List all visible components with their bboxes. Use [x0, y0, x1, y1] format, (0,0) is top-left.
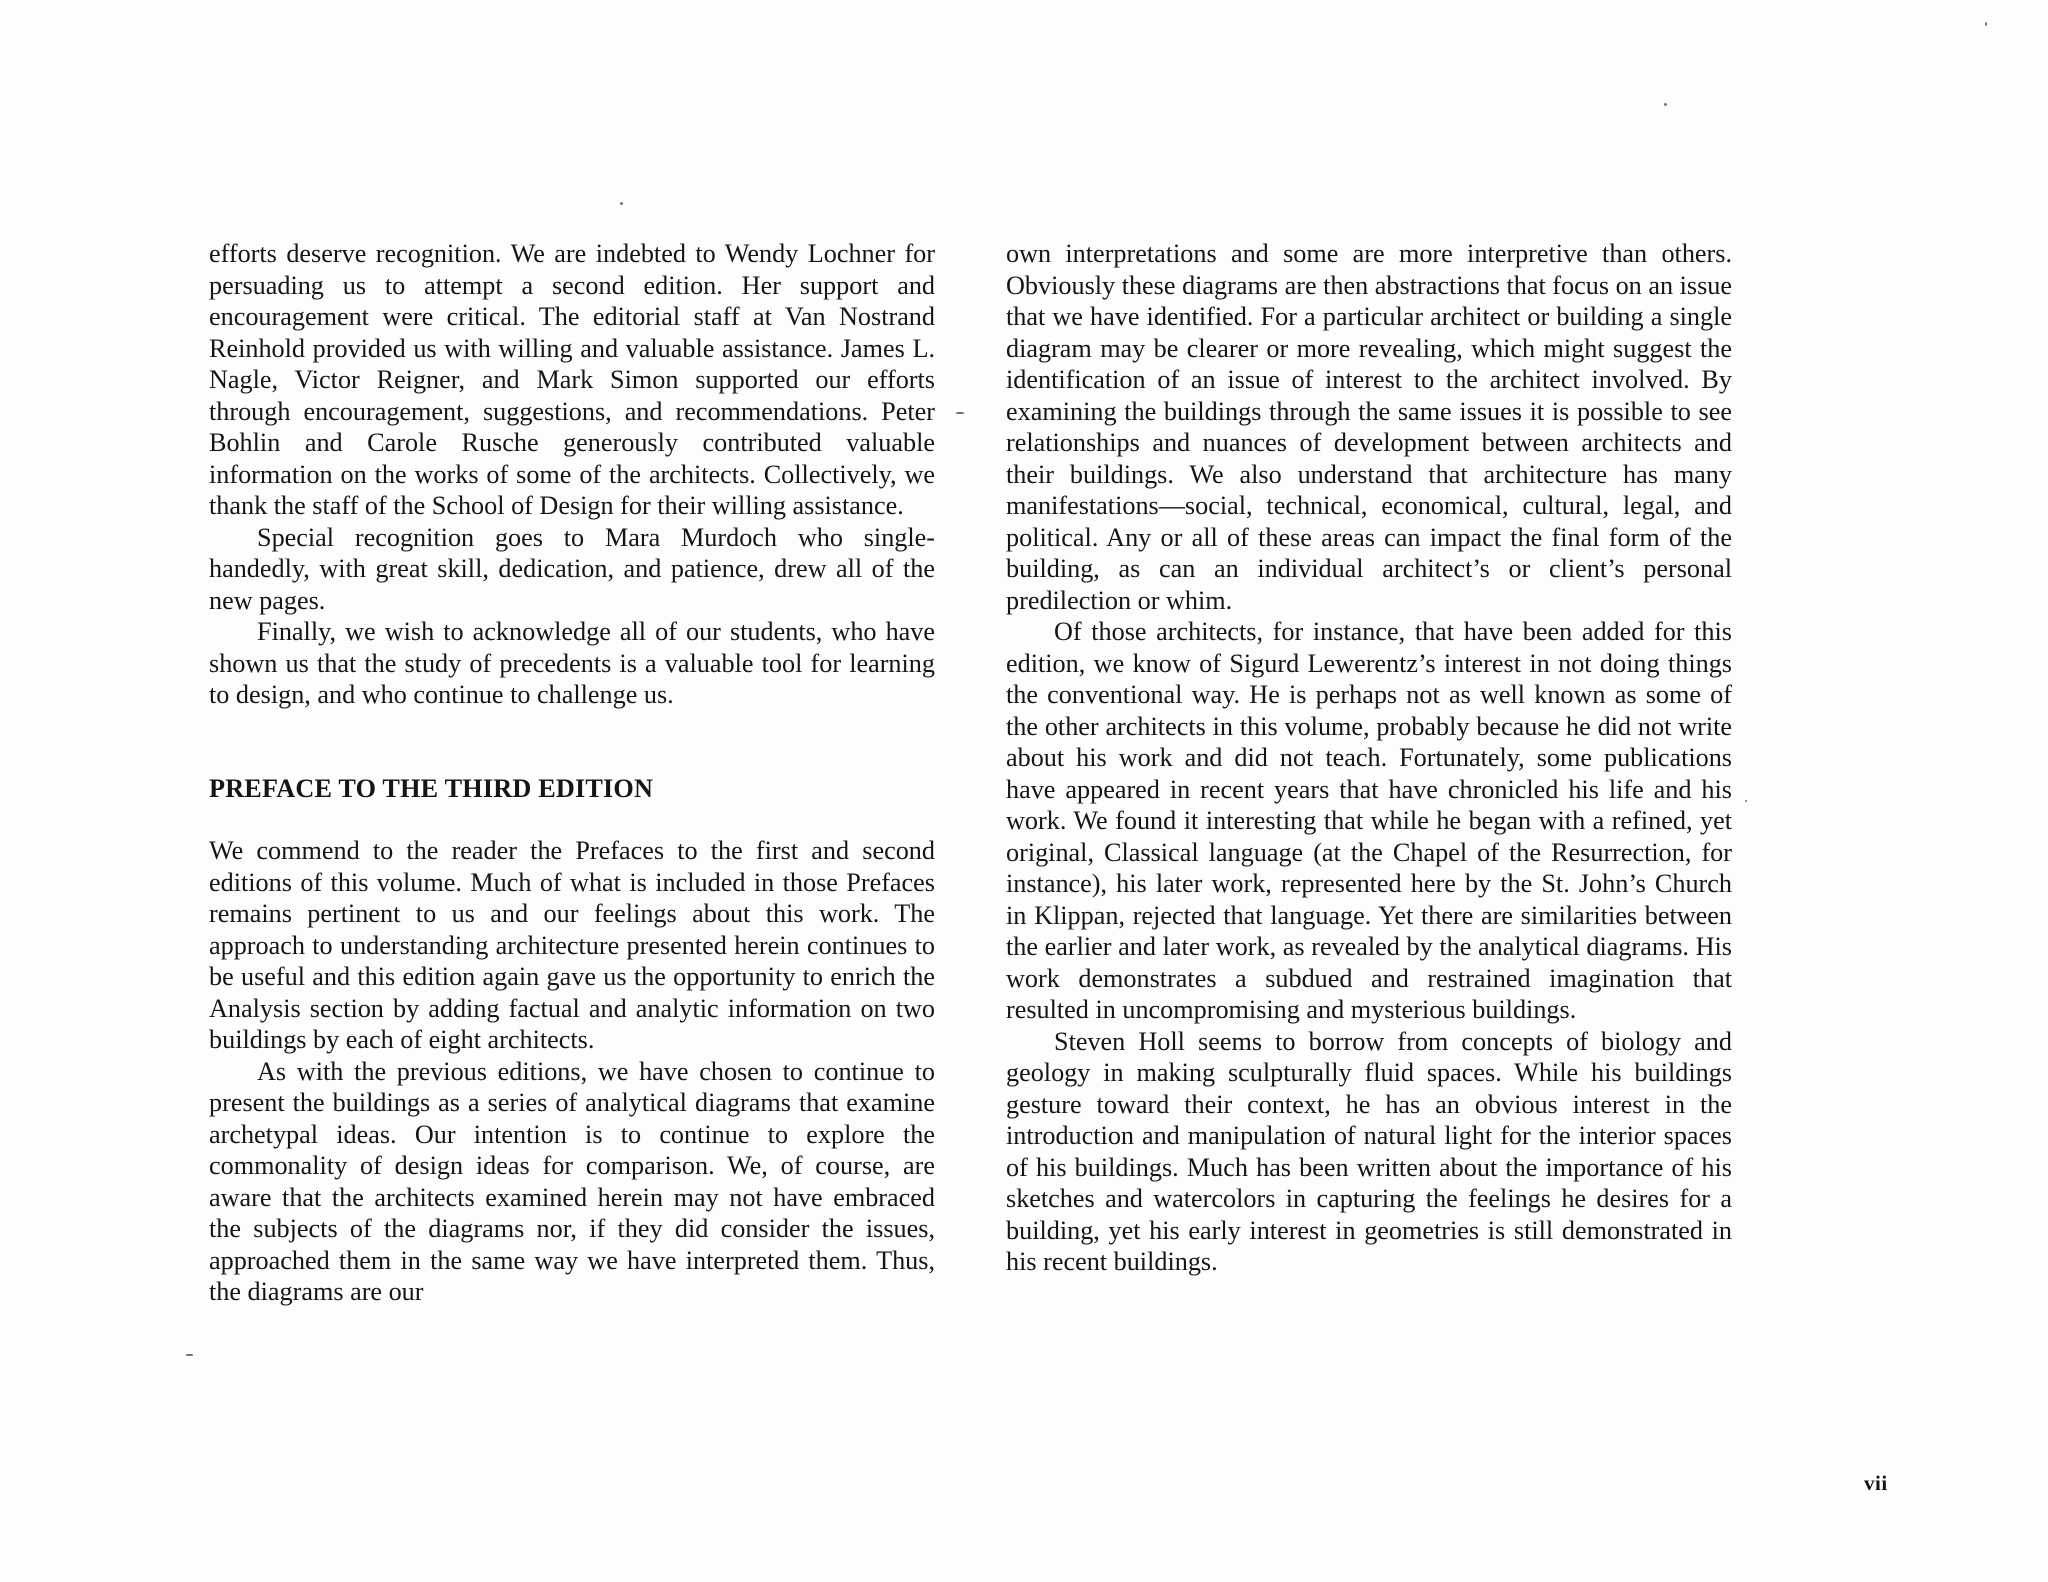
- students-acknowledgment-paragraph: Finally, we wish to acknowledge all of our students, who have shown us that the study of precedents is a valuable tool for learning to design, and who continue to challenge us.: [209, 617, 935, 709]
- diagrams-approach-paragraph: As with the previous editions, we have chosen to continue to present the buildings as a series of analytical diagrams that examine archetypal ideas. Our intention is to continue to explore the commonality of design ideas for comparison. We, of course, are aware that the architects examined herein may not have embraced the subjects of the diagrams nor, if they did consider the issues, approached them in the same way we have interpreted them. Thus, the diagrams are our: [209, 1056, 935, 1306]
- right-text-column: [1006, 238, 1732, 1278]
- scan-speck: [1664, 103, 1667, 106]
- scan-speck: [956, 412, 964, 414]
- scan-speck: [1745, 800, 1747, 802]
- acknowledgments-paragraph: efforts deserve recognition. We are indebted to Wendy Lochner for persuading us to attempt a second edition. Her support and encouragement were critical. The editorial staff at Van Nostrand Reinhold provided us with willing and valuable assistance. James L. Nagle, Victor Reigner, and Mark Simon supported our efforts through encouragement, suggestions, and recommendations. Peter Bohlin and Carole Rusche generously contributed valuable information on the works of some of the architects. Collectively, we thank the staff of the School of Design for their willing assistance.: [209, 239, 935, 520]
- lewerentz-paragraph: Of those architects, for instance, that have been added for this edition, we know of Sigurd Lewerentz’s interest in not doing things the conventional way. He is perhaps not as well known as some of the other architects in this volume, probably because he did not write about his work and did not teach. Fortunately, some publications have appeared in recent years that have chronicled his life and his work. We found it interesting that while he began with a refined, yet original, Classical language (at the Chapel of the Resurrection, for instance), his later work, represented here by the St. John’s Church in Klippan, rejected that language. Yet there are similarities between the earlier and later work, as revealed by the analytical diagrams. His work demonstrates a subdued and restrained imagination that resulted in uncompromising and mysterious buildings.: [1006, 617, 1732, 1024]
- interpretations-paragraph: own interpretations and some are more interpretive than others. Obviously these diagrams are then abstractions that focus on an issue that we have identified. For a particular architect or building a single diagram may be clearer or more revealing, which might suggest the identification of an issue of interest to the architect involved. By examining the buildings through the same issues it is possible to see relationships and nuances of development between architects and their buildings. We also understand that architecture has many manifestations—social, technical, economical, cultural, legal, and political. Any or all of these areas can impact the final form of the building, as can an individual architect’s or client’s personal predilection or whim.: [1006, 239, 1732, 615]
- scan-speck: [186, 1354, 193, 1356]
- holl-paragraph: Steven Holl seems to borrow from concepts of biology and geology in making sculpturally fluid spaces. While his buildings gesture toward their context, he has an obvious interest in the introduction and manipulation of natural light for the interior spaces of his buildings. Much has been written about the importance of his sketches and watercolors in capturing the feelings he desires for a building, yet his early interest in geometries is still demonstrated in his recent buildings.: [1006, 1026, 1732, 1276]
- preface-intro-paragraph: We commend to the reader the Prefaces to the first and second editions of this volume. Much of what is included in those Prefaces remains pertinent to us and our feelings about this work. The approach to understanding architecture presented herein continues to be useful and this edition again gave us the opportunity to enrich the Analysis section by adding factual and analytic information on two buildings by each of eight architects.: [209, 836, 935, 1054]
- page-number: vii: [1864, 1471, 1888, 1495]
- scan-speck: [620, 202, 623, 205]
- left-text-column: [209, 238, 935, 1308]
- section-heading: PREFACE TO THE THIRD EDITION: [209, 773, 654, 803]
- scan-speck: [1985, 22, 1987, 26]
- special-recognition-paragraph: Special recognition goes to Mara Murdoch who single-handedly, with great skill, dedication, and patience, drew all of the new pages.: [209, 522, 935, 615]
